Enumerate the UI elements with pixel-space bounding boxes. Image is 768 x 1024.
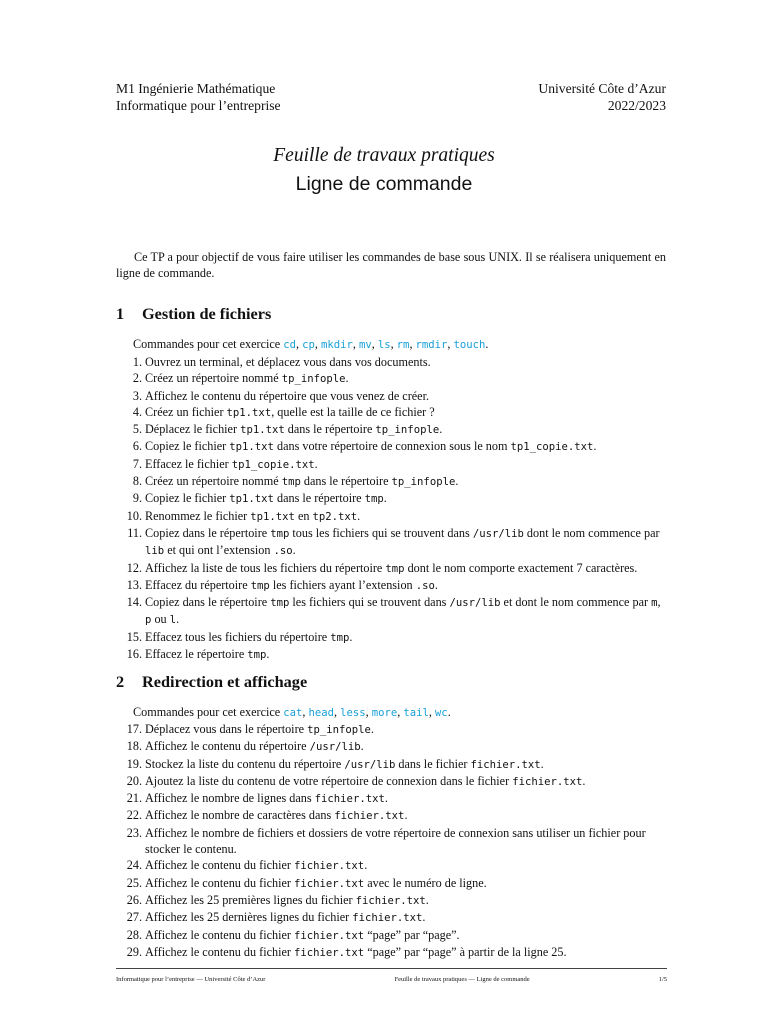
list-item [116, 909, 667, 926]
item-number: 18. [126, 739, 142, 754]
text-span: “page” par “page”. [364, 927, 460, 942]
code-span: /usr/lib [344, 758, 396, 771]
text-span: Affichez le nombre de fichiers et dossiers de votre répertoire de connexion sans utiliser un fichier pour stocker le contenu. [145, 825, 646, 857]
code-span: fichier.txt [470, 758, 541, 771]
list-item [116, 404, 667, 421]
text-span: dans le répertoire [273, 491, 365, 506]
command-link-mkdir[interactable]: mkdir [320, 339, 353, 351]
list-item [116, 646, 667, 663]
text-span: ou [151, 612, 170, 627]
text-span: Déplacez vous dans le répertoire [145, 722, 308, 736]
code-span: tmp [330, 631, 350, 644]
code-span: tp_infople [375, 424, 440, 437]
list-item [116, 490, 667, 507]
text-span: Déplacez le fichier [145, 422, 241, 437]
text-span: Affichez le contenu du répertoire que vous venez de créer. [145, 388, 430, 403]
list-item [116, 370, 667, 387]
item-text [145, 857, 667, 874]
section-number: 2 [116, 672, 125, 691]
exercise-list-2 [116, 721, 667, 961]
text-span: Affichez les 25 premières lignes du fichier [145, 892, 356, 907]
code-span: tmp [364, 493, 384, 506]
text-span: Copiez dans le répertoire [145, 525, 271, 540]
list-item [116, 892, 667, 909]
list-item [116, 629, 667, 646]
code-span: tp_infople [281, 373, 346, 386]
list-item [116, 738, 667, 755]
text-span: les fichiers ayant l’extension [269, 577, 416, 592]
list-item [116, 927, 667, 944]
item-text [145, 370, 667, 387]
item-text [145, 456, 667, 473]
text-span: “page” par “page” à partir de la ligne 25. [364, 944, 567, 959]
course-subject: Informatique pour l’entreprise [116, 98, 281, 113]
command-link-rm[interactable]: rm [396, 339, 410, 351]
text-span: dont le nom commence par [523, 525, 660, 540]
code-span: fichier.txt [294, 946, 365, 959]
text-span: . [593, 439, 597, 454]
text-span: . [360, 739, 364, 754]
item-number: 27. [126, 910, 142, 925]
text-span: . [425, 892, 429, 907]
page-footer [116, 976, 667, 983]
text-span: Affichez le nombre de lignes dans [145, 791, 315, 806]
item-number: 11. [127, 525, 142, 540]
text-span: Créez un fichier [145, 404, 227, 419]
text-span: Effacez le fichier [145, 456, 232, 471]
item-text [145, 807, 667, 824]
text-span: Copiez le fichier [145, 491, 230, 506]
exercise-list-1 [116, 354, 667, 663]
item-text [145, 892, 667, 909]
text-span: dans le fichier [395, 756, 471, 771]
item-text [145, 944, 667, 961]
text-span: tous les fichiers qui se trouvent dans [289, 525, 473, 540]
list-item [116, 560, 667, 577]
text-span: . [455, 474, 459, 489]
item-number: 8. [132, 474, 142, 489]
text-span: . [404, 808, 408, 823]
text-span: . [349, 629, 353, 644]
code-span: tp_infople [307, 724, 371, 736]
commands-list: cd, cp, mkdir, mv, ls, rm, rmdir, touch. [283, 337, 489, 351]
text-span: Stockez la liste du contenu du répertoire [145, 756, 345, 771]
text-span: dont le nom comporte exactement 7 caractères. [404, 560, 638, 575]
text-span: Affichez la liste de tous les fichiers du répertoire [145, 560, 386, 575]
item-text [145, 738, 667, 755]
document-title: Feuille de travaux pratiques [273, 145, 495, 166]
item-number: 15. [126, 629, 142, 644]
text-span: , [657, 595, 661, 610]
section-heading-1 [116, 304, 271, 324]
item-text [145, 421, 667, 438]
code-span: fichier.txt [314, 793, 385, 806]
text-span: Créez un répertoire nommé [145, 371, 282, 386]
text-span: et dont le nom commence par [500, 595, 652, 610]
list-item [116, 773, 667, 790]
code-span: tp1_copie.txt [231, 458, 315, 471]
text-span: Ouvrez un terminal, et déplacez vous dans vos documents. [145, 355, 431, 369]
list-item [116, 577, 667, 594]
text-span: Copiez le fichier [145, 439, 230, 454]
item-number: 14. [126, 595, 142, 610]
text-span: . [345, 371, 349, 386]
item-number: 4. [132, 404, 142, 419]
item-number: 2. [132, 371, 142, 386]
item-text [145, 629, 667, 646]
text-span: en [294, 508, 313, 523]
list-item [116, 421, 667, 438]
item-text [145, 404, 667, 421]
item-number: 28. [126, 927, 142, 942]
command-link-cp[interactable]: cp [302, 339, 315, 351]
text-span: . [383, 491, 387, 506]
page-header [116, 80, 666, 114]
code-span: /usr/lib [472, 527, 524, 540]
code-span: fichier.txt [512, 775, 583, 788]
list-item [116, 721, 667, 738]
list-item [116, 438, 667, 455]
footer-left: Informatique pour l’entreprise — Université Côte d’Azur [116, 976, 266, 983]
code-span: tp2.txt [312, 510, 358, 523]
item-number: 23. [126, 825, 142, 840]
footer-center: Feuille de travaux pratiques — Ligne de commande [394, 976, 530, 983]
list-item [116, 825, 667, 858]
code-span: .so [273, 545, 293, 558]
code-span: tp1.txt [250, 510, 295, 523]
command-link-wc[interactable]: wc [434, 707, 448, 719]
command-link-more[interactable]: more [371, 707, 398, 719]
item-number: 9. [132, 491, 142, 506]
code-span: tp1.txt [240, 424, 285, 437]
code-span: p [145, 614, 152, 627]
document-subtitle: Ligne de commande [295, 173, 473, 195]
item-number: 1. [132, 355, 142, 369]
page-number: 1/5 [658, 976, 667, 983]
item-text [145, 790, 667, 807]
item-number: 19. [126, 756, 142, 771]
item-text [145, 354, 667, 370]
section-number: 1 [116, 304, 125, 323]
text-span: Affichez le contenu du fichier [145, 875, 295, 890]
text-span: , quelle est la taille de ce fichier ? [271, 404, 435, 419]
commands-line-2 [133, 704, 451, 721]
item-text [145, 560, 667, 577]
commands-prefix: Commandes pour cet exercice [133, 337, 281, 351]
text-span: Effacez tous les fichiers du répertoire [145, 629, 331, 644]
item-text [145, 473, 667, 490]
code-span: tp1.txt [226, 406, 272, 419]
item-number: 16. [126, 647, 142, 662]
item-number: 24. [126, 858, 142, 873]
item-text [145, 825, 667, 858]
code-span: fichier.txt [334, 810, 405, 823]
text-span: Créez un répertoire nommé [145, 474, 282, 489]
code-span: fichier.txt [352, 912, 423, 925]
text-span: . [434, 577, 438, 592]
text-span: . [176, 612, 180, 627]
text-span: avec le numéro de ligne. [364, 875, 487, 890]
text-span: dans votre répertoire de connexion sous le nom [273, 439, 511, 454]
commands-prefix: Commandes pour cet exercice [133, 705, 281, 719]
code-span: fichier.txt [294, 877, 365, 890]
code-span: tmp [247, 649, 267, 662]
item-text [145, 525, 667, 560]
text-span: Ajoutez la liste du contenu de votre répertoire de connexion dans le fichier [145, 773, 513, 788]
code-span: l [169, 614, 177, 627]
text-span: Effacez du répertoire [145, 577, 251, 592]
list-item [116, 875, 667, 892]
item-text [145, 756, 667, 773]
item-text [145, 594, 667, 629]
list-item [116, 508, 667, 525]
item-number: 17. [126, 722, 142, 736]
item-text [145, 490, 667, 507]
list-item [116, 790, 667, 807]
command-link-tail[interactable]: tail [403, 707, 429, 719]
text-span: . [582, 773, 586, 788]
code-span: tp_infople [391, 476, 456, 489]
academic-year: 2022/2023 [607, 98, 666, 113]
text-span: . [540, 756, 544, 771]
code-span: m [651, 597, 658, 610]
code-span: .so [415, 579, 435, 592]
text-span: Affichez le contenu du répertoire [145, 739, 310, 754]
university-name: Université Côte d’Azur [538, 81, 666, 96]
text-span: Renommez le fichier [145, 508, 251, 523]
code-span: tmp [385, 562, 405, 575]
item-number: 26. [126, 892, 142, 907]
code-span: tp1_copie.txt [510, 441, 594, 454]
footer-divider [116, 968, 667, 969]
list-item [116, 594, 667, 629]
intro-paragraph: Ce TP a pour objectif de vous faire utiliser les commandes de base sous UNIX. Il se réalisera uniquement en ligne de commande. [116, 250, 666, 280]
text-span: dans le répertoire [284, 422, 376, 437]
item-number: 25. [126, 875, 142, 890]
command-link-cat[interactable]: cat [283, 707, 303, 719]
item-text [145, 927, 667, 944]
list-item [116, 388, 667, 404]
text-span: Effacez le répertoire [145, 647, 248, 662]
text-span: les fichiers qui se trouvent dans [289, 595, 450, 610]
code-span: fichier.txt [355, 894, 426, 907]
list-item [116, 944, 667, 961]
item-number: 6. [132, 439, 142, 454]
commands-list: cat, head, less, more, tail, wc. [283, 705, 451, 719]
text-span: Affichez le nombre de caractères dans [145, 808, 335, 823]
code-span: tmp [270, 527, 290, 540]
item-number: 3. [132, 388, 142, 403]
text-span: . [364, 858, 368, 873]
item-text [145, 721, 667, 738]
text-span: . [439, 422, 443, 437]
item-text [145, 438, 667, 455]
list-item [116, 473, 667, 490]
list-item [116, 807, 667, 824]
commands-line-1 [133, 336, 488, 353]
item-number: 13. [126, 577, 142, 592]
command-link-ls[interactable]: ls [377, 339, 391, 351]
item-text [145, 773, 667, 790]
code-span: /usr/lib [309, 741, 361, 754]
section-title: Redirection et affichage [142, 672, 308, 691]
text-span: . [266, 647, 270, 662]
text-span: . [357, 508, 361, 523]
text-span: Copiez dans le répertoire [145, 595, 271, 610]
code-span: /usr/lib [449, 597, 501, 610]
item-number: 20. [126, 773, 142, 788]
code-span: tmp [270, 597, 290, 610]
text-span: . [292, 543, 296, 558]
item-text [145, 577, 667, 594]
list-item [116, 857, 667, 874]
list-item [116, 354, 667, 370]
item-text [145, 508, 667, 525]
code-span: tmp [250, 579, 270, 592]
code-span: tp1.txt [229, 493, 274, 506]
command-link-rmdir[interactable]: rmdir [415, 339, 448, 351]
section-title: Gestion de fichiers [142, 304, 272, 323]
text-span: Affichez le contenu du fichier [145, 858, 295, 873]
text-span: dans le répertoire [300, 474, 392, 489]
list-item [116, 525, 667, 560]
text-span: Affichez les 25 dernières lignes du fichier [145, 910, 353, 925]
item-text [145, 875, 667, 892]
section-heading-2 [116, 672, 307, 692]
text-span: . [370, 722, 374, 736]
item-number: 29. [126, 944, 142, 959]
text-span: Affichez le contenu du fichier [145, 927, 295, 942]
item-number: 21. [126, 791, 142, 806]
code-span: tmp [281, 476, 301, 489]
command-link-head[interactable]: head [308, 707, 334, 719]
item-text [145, 388, 667, 404]
text-span: et qui ont l’extension [164, 543, 274, 558]
course-name: M1 Ingénierie Mathématique [116, 81, 276, 96]
item-number: 12. [126, 560, 142, 575]
item-number: 22. [126, 808, 142, 823]
code-span: tp1.txt [229, 441, 274, 454]
command-link-cd[interactable]: cd [283, 339, 297, 351]
code-span: fichier.txt [294, 929, 365, 942]
text-span: . [314, 456, 318, 471]
item-text [145, 909, 667, 926]
list-item [116, 456, 667, 473]
item-number: 10. [126, 508, 142, 523]
text-span: . [384, 791, 388, 806]
item-text [145, 646, 667, 663]
command-link-touch[interactable]: touch [453, 339, 486, 351]
command-link-mv[interactable]: mv [358, 339, 372, 351]
code-span: fichier.txt [294, 860, 365, 873]
text-span: Affichez le contenu du fichier [145, 944, 295, 959]
list-item [116, 756, 667, 773]
text-span: . [422, 910, 426, 925]
code-span: lib [145, 545, 165, 558]
item-number: 7. [132, 456, 142, 471]
item-number: 5. [132, 422, 142, 437]
command-link-less[interactable]: less [340, 707, 366, 719]
